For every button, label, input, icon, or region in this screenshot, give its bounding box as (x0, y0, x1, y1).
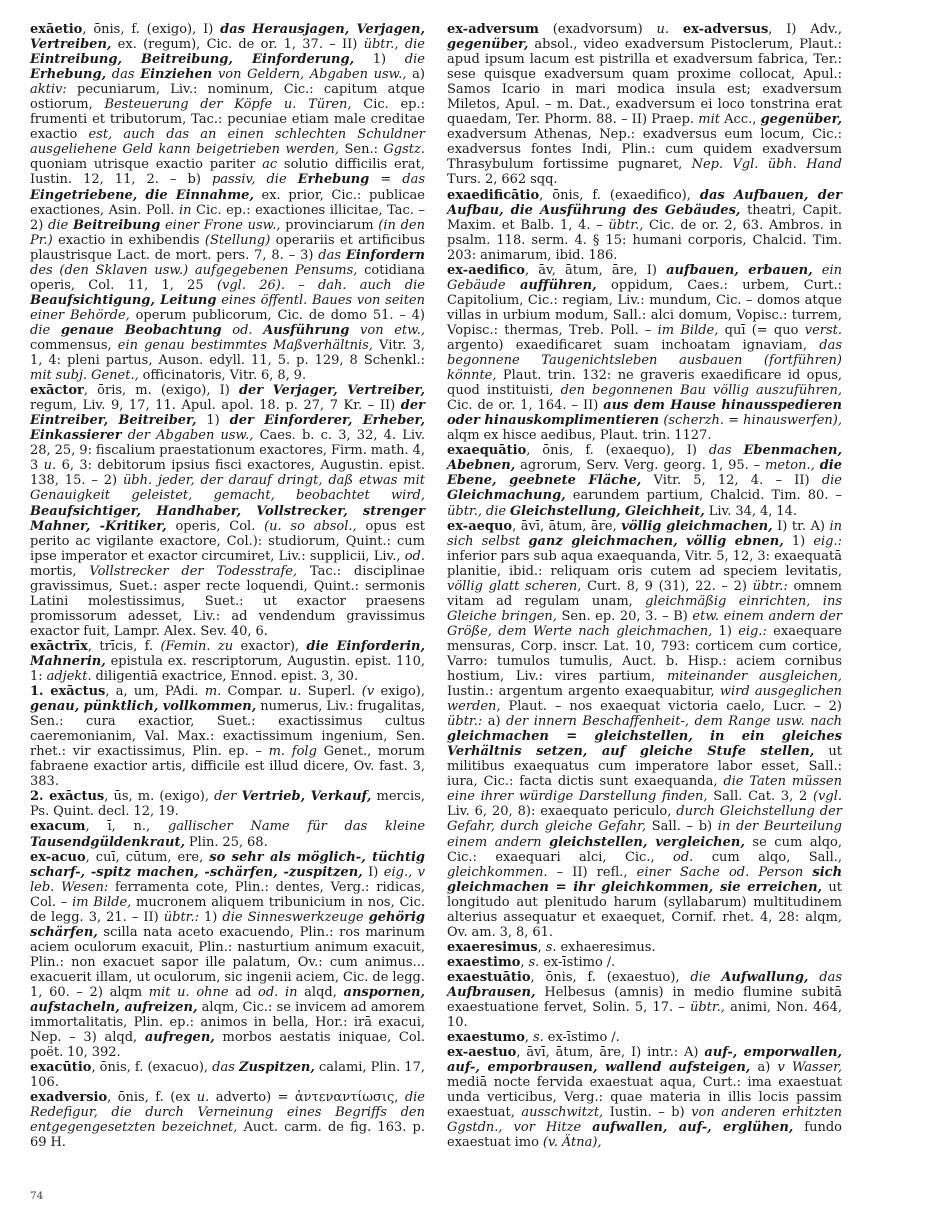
dictionary-entry: ex-acuo, cuī, cūtum, ere, so sehr als möglich-, tüchtig scharf-, -spitz machen, -schärfen, -zuspitzen, I) eig., v leb. Wesen: ferramenta cote, Plin.: dentes, Verg.: ridicas, Col. – im Bilde, mucronem aliquem tribunicium in nos, Cic. de legg. 3, 21. – II) übtr.: 1) die Sinneswerkzeuge gehörig schärfen, scilla nata aceto exacuendo, Plin.: ros marinum aciem oculorum exacuit, Plin.: nasturtium animum exacuit, Plin.: non exacuet sapor ille palatum, Ov.: cum animus... exacuerit illam, ut oculorum, sic ingenii aciem, Cic. de legg. 1, 60. – 2) alqm mit u. ohne ad od. in alqd, anspornen, aufstacheln, aufreizen, alqm, Cic.: se invicem ad amorem immortalitatis, Plin. ep.: animos in bella, Hor.: irā exacui, Nep. – 3) alqd, aufregen, morbos aestatis iniquae, Col. poët. 10, 392. (30, 849, 426, 1061)
dictionary-entry: exadversio, ōnis, f. (ex u. adverto) = ἀντεναντίωσις, die Redefigur, die durch Verneinung eines Begriffs den entgegengesetzten bezeichnet, Auct. carm. de fig. 163. p. 69 H. (30, 1090, 425, 1151)
dictionary-entry: exāetio, ōnis, f. (exigo), I) das Herausjagen, Verjagen, Vertreiben, ex. (regum), Cic. de or. 1, 37. – II) übtr., die Eintreibung, Beitreibung, Einforderung, 1) die Erhebung, das Einziehen von Geldern, Abgaben usw., a) aktiv: pecuniarum, Liv.: nominum, Cic.: capitum atque ostiorum, Besteuerung der Köpfe u. Türen, Cic. ep.: frumenti et tributorum, Tac.: pecuniae etiam male creditae exactio est, auch das an einen schlechten Schuldner ausgeliehene Geld kann beigetrieben werden, Sen.: Ggstz. quoniam utrisque exactio pariter ac solutio difficilis erat, Iustin. 12, 11, 2. – b) passiv, die Erhebung = das Eingetriebene, die Einnahme, ex. prior, Cic.: publicae exactiones, Asin. Poll. in Cic. ep.: exactiones illicitae, Tac. – 2) die Beitreibung einer Frone usw., provinciarum (in den Pr.) exactio in exhibendis (Stellung) operariis et artificibus plaustrisque Lact. de mort. pers. 7, 8. – 3) das Einfordern des (den Sklaven usw.) aufgegebenen Pensums, cotidiana operis, Col. 11, 1, 25 (vgl. 26). – dah. auch die Beaufsichtigung, Leitung eines öffentl. Baues von seiten einer Behörde, operum publicorum, Cic. de domo 51. – 4) die genaue Beobachtung od. Ausführung von etw., commensus, ein genau bestimmtes Maßverhältnis, Vitr. 3, 1, 4: pleni partus, Auson. edyll. 11, 5. p. 129, 8 Schenkl.: mit subj. Genet., officinatoris, Vitr. 6, 8, 9. (30, 22, 426, 384)
dictionary-entry: 1. exāctus, a, um, PAdi. m. Compar. u. Superl. (v exigo), genau, pünktlich, vollkommen, numerus, Liv.: frugalitas, Sen.: cura exactior, Suet.: exactissimus cultus caeremonianim, Val. Max.: exactissimum ingenium, Sen. rhet.: vir exactissimus, Plin. ep. – m. folg Genet., morum fabraene exactior artis, difficile est illud dicere, Ov. fast. 3, 383. (30, 684, 426, 790)
dictionary-entry: exaequātio, ōnis, f. (exaequo), I) das Ebenmachen, Abebnen, agrorum, Serv. Verg. georg. 1, 95. – meton., die Ebene, geebnete Fläche, Vitr. 5, 12, 4. – II) die Gleichmachung, earundem partium, Chalcid. Tim. 80. – übtr., die Gleichstellung, Gleichheit, Liv. 34, 4, 14. (447, 443, 843, 519)
dictionary-entry: ex-aestuo, āvī, ātum, āre, I) intr.: A) auf-, emporwallen, auf-, emporbrausen, wallend aufsteigen, a) v Wasser, mediā nocte fervida exaestuat aqua, Curt.: ima exaestuat unda verticibus, Verg.: quae materia in illis locis passim exaestuat, ausschwitzt, Iustin. – b) von anderen erhitzten Ggstdn., vor Hitze aufwallen, auf-, erglühen, fundo exaestuat imo (v. Ätna), (447, 1045, 842, 1151)
dictionary-entry: exaedificātio, ōnis, f. (exaedifico), das Aufbauen, der Aufbau, die Ausführung des Gebäudes, theatri, Capit. Maxim. et Balb. 1, 4. – übtr., Cic. de or. 2, 63. Ambros. in psalm. 118. serm. 4. § 15: humani corporis, Chalcid. Tim. 203: animarum, ibid. 186. (447, 187, 843, 263)
dictionary-entry: ex-aequo, āvī, ātum, āre, völlig gleichmachen, I) tr. A) in sich selbst ganz gleichmachen, völlig ebnen, 1) eig.: inferior pars sub aqua exaequanda, Vitr. 5, 12, 3: exaequatā planitie, ibid.: reliquam oris cutem ad speciem levitatis, völlig glatt scheren, Curt. 8, 9 (31), 22. – 2) übtr.: omnem vitam ad regulam unam, gleichmäßig einrichten, ins Gleiche bringen, Sen. ep. 20, 3. – B) etw. einem andern der Größe, dem Werte nach gleichmachen, 1) eig.: exaequare mensuras, Corp. inscr. Lat. 10, 793: corticem cum cortice, Varro: tumulos tumulis, Auct. b. Hisp.: aciem cornibus hostium, Liv.: vires partium, miteinander ausgleichen, Iustin.: argentum argento exaequabitur, wird ausgeglichen werden, Plaut. – nos exaequat victoria caelo, Lucr. – 2) übtr.: a) der innern Beschaffenheit-, dem Range usw. nach gleichmachen = gleichstellen, in ein gleiches Verhältnis setzen, auf gleiche Stufe stellen, ut militibus exaequatus cum imperatore labor esset, Sall.: iura, Cic.: facta dictis sunt exaequanda, die Taten müssen eine ihrer würdige Darstellung finden, Sall. Cat. 3, 2 (vgl. Liv. 6, 20, 8): exaequato periculo, durch Gleichstellung der Gefahr, durch gleiche Gefahr, Sall. – b) in der Beurteilung einem andern gleichstellen, vergleichen, se cum alqo, Cic.: exaequari alci, Cic., od. cum alqo, Sall., gleichkommen. – II) refl., einer Sache od. Person sich gleichmachen = ihr gleichkommen, sie erreichen, ut longitudo aut plenitudo harum (syllabarum) multitudinem alterius assequatur et exaequet, Cornif. rhet. 4, 28: alqm, Ov. am. 3, 8, 61. (447, 518, 843, 940)
dictionary-entry: 2. exāctus, ūs, m. (exigo), der Vertrieb, Verkauf, mercis, Ps. Quint. decl. 12, 19. (30, 789, 425, 820)
dictionary-entry: exacum, ī, n., gallischer Name für das kleine Tausendgüldenkraut, Plin. 25, 68. (30, 819, 426, 850)
left-text-column (30, 22, 425, 1172)
right-text-column (447, 22, 842, 1172)
dictionary-entry: exāctrīx, trīcis, f. (Femin. zu exactor), die Einforderin, Mahnerin, epistula ex. rescriptorum, Augustin. epist. 110, 1: adjekt. diligentiā exactrice, Ennod. epist. 3, 30. (30, 638, 425, 685)
dictionary-entry: exaestuātio, ōnis, f. (exaestuo), die Aufwallung, das Aufbrausen, Helbesus (amnis) in medio flumine subitā exaestuatione fervet, Solin. 5, 17. – übtr., animi, Non. 464, 10. (447, 969, 842, 1031)
dictionary-entry: ex-adversum (exadvorsum) u. ex-adversus, I) Adv., gegenüber, absol., video exadversum Pistoclerum, Plaut.: apud ipsum lacum est pistrilla et exadversum fabrica, Ter.: sese quisque exadversum quam proxime collocat, Apul.: Samos Icario in mari modica insula est; exadversum Miletos, Apul. – m. Dat., exadversum ei loco tonstrina erat quaedam, Ter. Phorm. 88. – II) Praep. mit Acc., gegenüber, exadversum Athenas, Nep.: exadversus eum locum, Cic.: exadversus fontes Indi, Plin.: cum quidem exadversum Thrasybulum fortissime pugnaret, Nep. Vgl. übh. Hand Turs. 2, 662 sqq. (447, 22, 842, 188)
dictionary-entry: exacūtio, ōnis, f. (exacuo), das Zuspitzen, calami, Plin. 17, 106. (30, 1060, 425, 1091)
dictionary-entry: exaestumo, s. ex-īstimo /. (447, 1030, 620, 1046)
dictionary-entry: exaestimo, s. ex-īstimo /. (447, 954, 616, 970)
dictionary-entry: ex-aedifico, āv, ātum, āre, I) aufbauen, erbauen, ein Gebäude aufführen, oppidum, Caes.: urbem, Curt.: Capitolium, Cic.: regiam, Liv.: mundum, Cic. – domos atque villas in urbium modum, Sall.: alci domum, Vopisc.: turrem, Vopisc.: thermas, Treb. Poll. – im Bilde, quī (= quo verst. argento) exaedificaret suam inchoatam ignaviam, das begonnene Taugenichtsleben ausbauen (fortführen) könnte, Plaut. trin. 132: ne graveris exaedificare id opus, quod instituisti, den begonnenen Bau völlig auszuführen, Cic. de or. 1, 164. – II) aus dem Hause hinausspedieren oder hinauskomplimentieren (scherzh. = hinauswerfen), alqm ex hisce aedibus, Plaut. trin. 1127. (447, 262, 843, 444)
two-column-layout (30, 22, 907, 1172)
dictionary-entry: exaeresimus, s. exhaeresimus. (447, 939, 656, 955)
dictionary-entry: exāctor, ōris, m. (exigo), I) der Verjager, Vertreiber, regum, Liv. 9, 17, 11. Apul. apol. 18. p. 27, 7 Kr. – II) der Eintreiber, Beitreiber, 1) der Einforderer, Erheber, Einkassierer der Abgaben usw., Caes. b. c. 3, 32, 4. Liv. 28, 25, 9: fiscalium praestationum exactores, Firm. math. 4, 3 u. 6, 3: debitorum ipsius fisci exactores, Augustin. epist. 138, 15. – 2) übh. jeder, der darauf dringt, daß etwas mit Genauigkeit geleistet, gemacht, beobachtet wird, Beaufsichtiger, Handhaber, Vollstrecker, strenger Mahner, -Kritiker, operis, Col. (u. so absol., opus est perito ac vigilante exactore, Col.): studiorum, Quint.: cum ipse imperator et exactor circumiret, Liv.: supplicii, Liv., od. mortis, Vollstrecker der Todesstrafe, Tac.: disciplinae gravissimus, Suet.: asper recte loquendi, Quint.: sermonis Latini molestissimus, Suet.: ut exactor praesens promissorum adesset, Liv.: ad vendendum gravissimus exactor fuit, Lampr. Alex. Sev. 40, 6. (30, 383, 425, 639)
page-number: 74 (30, 1190, 44, 1202)
